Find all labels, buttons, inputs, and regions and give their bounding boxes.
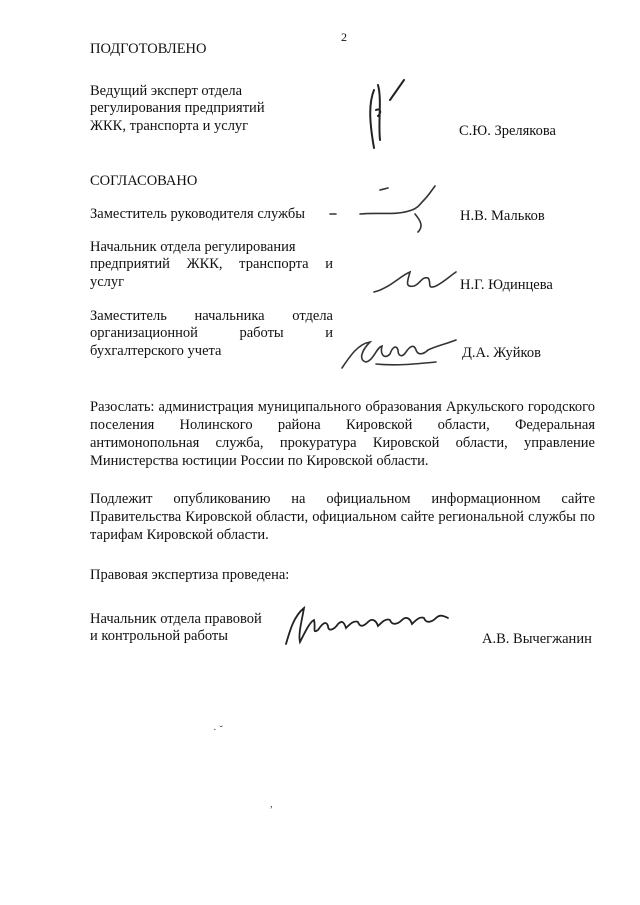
signature-zrelyakova: [360, 70, 410, 160]
signer-name-malkov: Н.В. Мальков: [460, 208, 545, 224]
signer-name-zhuykov: Д.А. Жуйков: [462, 345, 541, 361]
signer-name-yudintseva: Н.Г. Юдинцева: [460, 277, 553, 293]
signer-title-zhuykov: [90, 308, 333, 360]
prepared-name: С.Ю. Зрелякова: [459, 123, 556, 139]
prepared-heading: ПОДГОТОВЛЕНО: [90, 41, 207, 57]
page-number: 2: [341, 30, 347, 44]
prepared-title-line: ЖКК, транспорта и услуг: [90, 117, 249, 134]
signer-title-line: организационной работы и: [90, 325, 333, 342]
legal-review-heading: Правовая экспертиза проведена:: [90, 567, 290, 583]
legal-review-title: [90, 611, 262, 646]
signer-title-malkov: Заместитель руководителя службы: [90, 206, 306, 222]
legal-review-title-line: и контрольной работы: [90, 628, 228, 645]
signature-zhuykov: [336, 330, 461, 375]
signer-title-yudintseva: [90, 239, 333, 291]
distribution-paragraph: Разослать: администрация муниципального образования Аркульского городского поселения Нолинского района Кировской области, Федеральная антимонопольная служба, прокуратура Кировской области, управление Министерства юстиции России по Кировской области.: [90, 399, 595, 469]
signer-title-line: Начальник отдела регулирования: [90, 239, 296, 255]
signature-malkov: [320, 180, 450, 240]
legal-review-name: А.В. Вычегжанин: [482, 631, 592, 647]
signer-title-line: Заместитель начальника отдела: [90, 308, 333, 324]
legal-review-title-line: Начальник отдела правовой: [90, 611, 262, 627]
signer-title-line: бухгалтерского учета: [90, 342, 222, 359]
scan-speck: ,: [270, 798, 273, 810]
signer-title-line: предприятий ЖКК, транспорта и: [90, 256, 333, 273]
prepared-title: [90, 83, 265, 135]
signature-vychegzhanin: [282, 600, 457, 650]
prepared-title-line: регулирования предприятий: [90, 100, 265, 117]
signature-yudintseva: [370, 262, 460, 302]
prepared-title-line: Ведущий эксперт отдела: [90, 83, 243, 99]
scan-speck: · ˇ: [213, 724, 224, 736]
signer-title-line: услуг: [90, 273, 125, 290]
agreed-heading: СОГЛАСОВАНО: [90, 173, 198, 189]
publication-paragraph: Подлежит опубликованию на официальном информационном сайте Правительства Кировской области, официальном сайте региональной службы по тарифам Кировской области.: [90, 491, 595, 543]
